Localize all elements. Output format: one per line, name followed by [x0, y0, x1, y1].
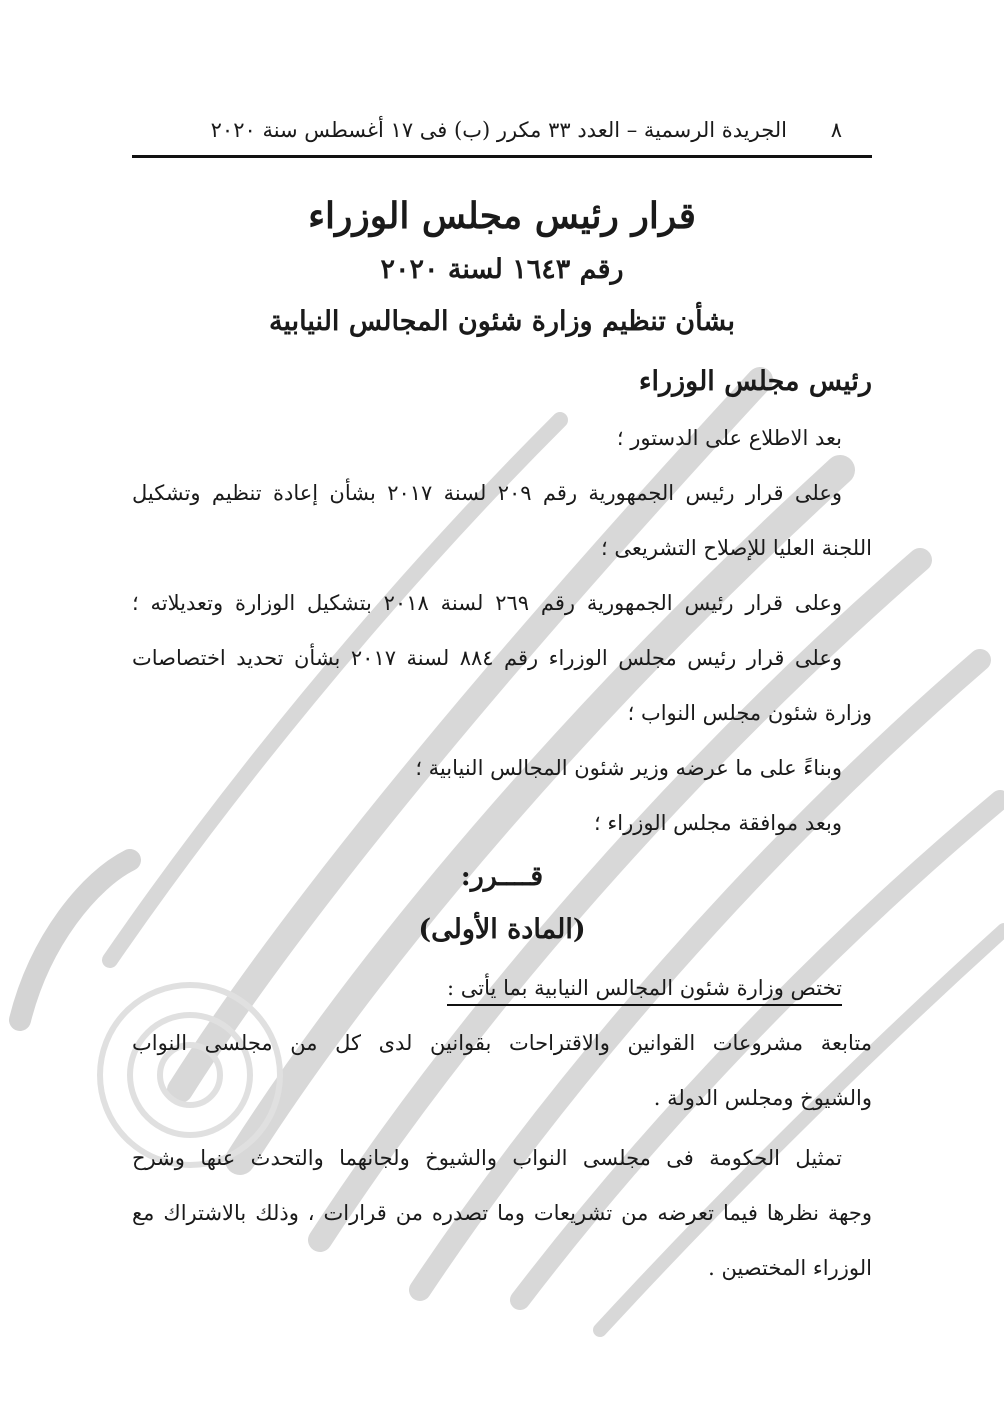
preamble-line: وعلى قرار رئيس مجلس الوزراء رقم ٨٨٤ لسنة ٢٠١٧ بشأن تحديد اختصاصات: [132, 646, 842, 670]
decree-title: قرار رئيس مجلس الوزراء: [308, 195, 696, 237]
article-item-line: وجهة نظرها فيما تعرضه من تشريعات وما تصدره من قرارات ، وذلك بالاشتراك مع: [132, 1201, 872, 1225]
preamble-line: بعد الاطلاع على الدستور ؛: [616, 426, 842, 450]
decree-subject: بشأن تنظيم وزارة شئون المجالس النيابية: [269, 306, 735, 337]
article-item-line: متابعة مشروعات القوانين والاقتراحات بقوانين لدى كل من مجلسى النواب: [132, 1031, 872, 1055]
decree-number: رقم ١٦٤٣ لسنة ٢٠٢٠: [380, 254, 624, 285]
gazette-page: [132, 0, 872, 1417]
article-item-line: والشيوخ ومجلس الدولة .: [653, 1086, 872, 1110]
preamble-line: وزارة شئون مجلس النواب ؛: [627, 701, 872, 725]
page-header: [132, 112, 872, 148]
running-head: الجريدة الرسمية – العدد ٣٣ مكرر (ب) فى ١٧ أغسطس سنة ٢٠٢٠: [210, 118, 787, 142]
issuer-heading: رئيس مجلس الوزراء: [638, 366, 872, 397]
preamble-line: وعلى قرار رئيس الجمهورية رقم ٢٠٩ لسنة ٢٠١٧ بشأن إعادة تنظيم وتشكيل: [132, 481, 842, 505]
preamble-line: وبناءً على ما عرضه وزير شئون المجالس النيابية ؛: [415, 756, 842, 780]
article-item-line: تمثيل الحكومة فى مجلسى النواب والشيوخ ولجانهما والتحدث عنها وشرح: [132, 1146, 842, 1170]
article-item-line: الوزراء المختصين .: [708, 1256, 872, 1280]
preamble-line: وبعد موافقة مجلس الوزراء ؛: [594, 811, 842, 835]
preamble-line: اللجنة العليا للإصلاح التشريعى ؛: [601, 536, 872, 560]
preamble-line: وعلى قرار رئيس الجمهورية رقم ٢٦٩ لسنة ٢٠١٨ بتشكيل الوزارة وتعديلاته ؛: [132, 591, 842, 615]
page-number: ٨: [830, 118, 842, 142]
header-rule: [132, 155, 872, 158]
article-intro-text: تختص وزارة شئون المجالس النيابية بما يأتى :: [447, 976, 842, 1006]
article-intro: [132, 970, 872, 1006]
decided-heading: قــــرر:: [460, 861, 544, 892]
article-title: (المادة الأولى): [418, 914, 586, 945]
